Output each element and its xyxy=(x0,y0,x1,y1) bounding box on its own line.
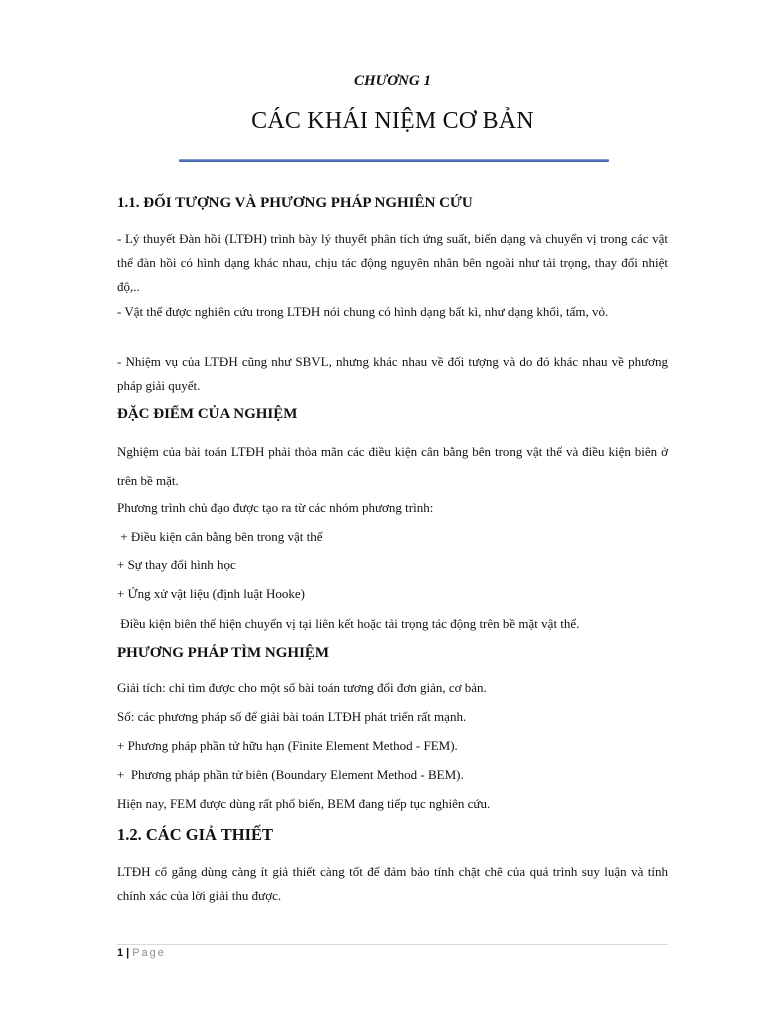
section-2-heading: 1.2. CÁC GIẢ THIẾT xyxy=(117,825,274,844)
chapter-title: CÁC KHÁI NIỆM CƠ BẢN xyxy=(251,108,534,134)
feature-item-1: + Điều kiện cân bằng bên trong vật thể xyxy=(117,529,323,544)
feature-para-1: Nghiệm của bài toán LTĐH phải thỏa mãn các điều kiện cân bằng bên trong vật thể và điều kiện biên ở trên bề mặt. xyxy=(117,444,668,488)
method-line-3: + Phương pháp phần tử hữu hạn (Finite Element Method - FEM). xyxy=(117,738,458,753)
feature-item-2: + Sự thay đổi hình học xyxy=(117,557,236,572)
feature-item-3: + Ứng xử vật liệu (định luật Hooke) xyxy=(117,586,306,601)
section-1-para-2: - Vật thể được nghiên cứu trong LTĐH nói chung có hình dạng bất kì, như dạng khối, tấm, vỏ. xyxy=(117,304,609,319)
page-label: Page xyxy=(132,947,166,959)
feature-para-2: Phương trình chủ đạo được tạo ra từ các nhóm phương trình: xyxy=(117,500,434,515)
chapter-label: CHƯƠNG 1 xyxy=(353,73,432,89)
section-1-para-1: - Lý thuyết Đàn hồi (LTĐH) trình bày lý thuyết phân tích ứng suất, biến dạng và chuyển vị trong các vật thể đàn hồi có hình dạng khác nhau, chịu tác động nguyên nhân bên ngoài như tải trọng, thay đổi nhiệt độ,.. xyxy=(117,231,668,294)
section-1-heading: 1.1. ĐỐI TƯỢNG VÀ PHƯƠNG PHÁP NGHIÊN CỨU xyxy=(117,195,473,211)
method-line-2: Số: các phương pháp số để giải bài toán LTĐH phát triển rất mạnh. xyxy=(117,709,467,724)
page-number: 1 xyxy=(117,947,124,959)
method-heading: PHƯƠNG PHÁP TÌM NGHIỆM xyxy=(117,645,330,661)
method-line-5: Hiện nay, FEM được dùng rất phổ biến, BEM đang tiếp tục nghiên cứu. xyxy=(117,796,491,811)
feature-heading: ĐẶC ĐIỂM CỦA NGHIỆM xyxy=(117,406,298,422)
section-1-para-3: - Nhiệm vụ của LTĐH cũng như SBVL, nhưng khác nhau về đối tượng và do đó khác nhau về phương pháp giải quyết. xyxy=(117,354,668,393)
feature-para-3: Điều kiện biên thể hiện chuyển vị tại liên kết hoặc tải trọng tác động trên bề mặt vật thể. xyxy=(117,616,580,631)
page-footer xyxy=(117,947,166,959)
title-underline xyxy=(179,159,609,162)
section-2-para-1: LTĐH cố gắng dùng càng ít giả thiết càng tốt để đảm bảo tính chặt chẽ của quá trình suy luận và tính chính xác của lời giải thu được. xyxy=(117,864,668,903)
method-line-4: + Phương pháp phần tử biên (Boundary Element Method - BEM). xyxy=(117,767,464,782)
footer-divider xyxy=(117,944,668,945)
method-line-1: Giải tích: chỉ tìm được cho một số bài toán tương đối đơn giản, cơ bản. xyxy=(117,680,487,695)
footer-separator: | xyxy=(126,947,130,959)
